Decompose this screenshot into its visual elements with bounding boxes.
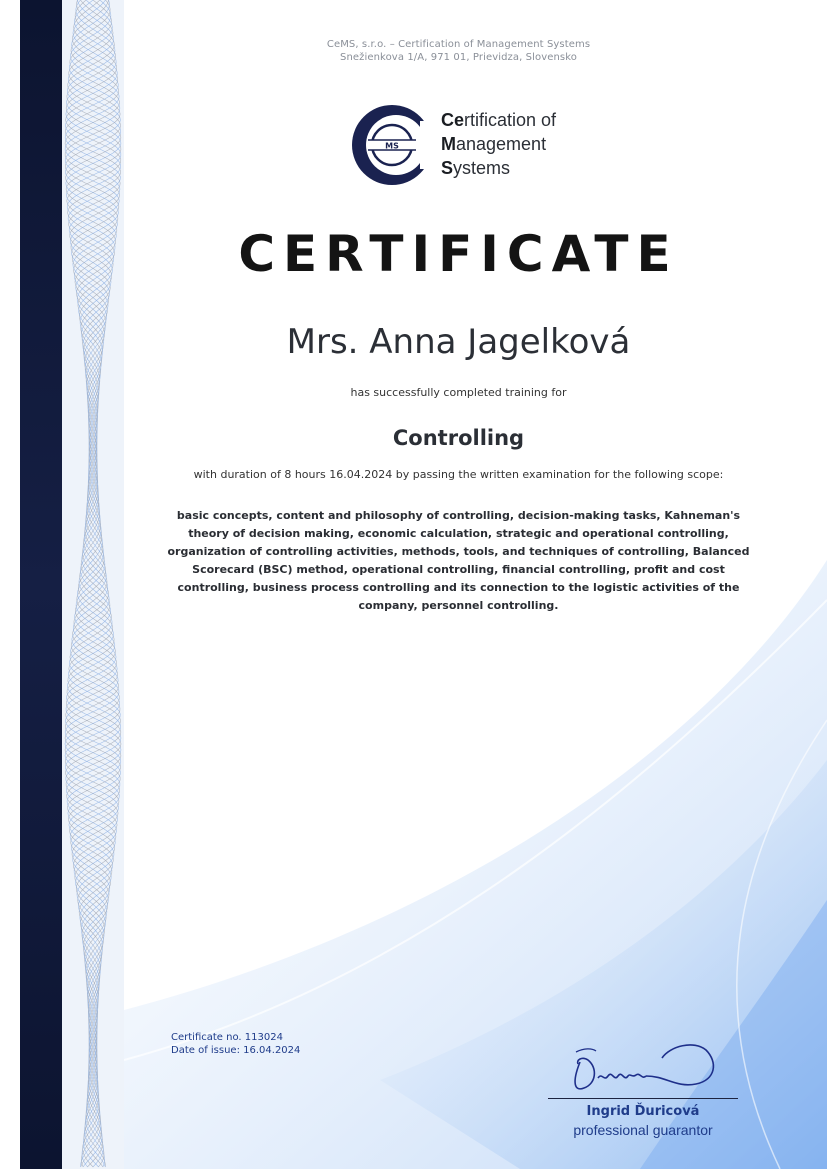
- guarantor-name: Ingrid Ďuricová: [586, 1104, 700, 1119]
- signature-line: [548, 1098, 738, 1099]
- issue-date: Date of issue: 16.04.2024: [171, 1045, 301, 1056]
- course-name: Controlling: [392, 426, 525, 450]
- left-dark-band: [20, 0, 62, 1169]
- certificate-title: CERTIFICATE: [238, 225, 679, 283]
- logo-line3-initial: S: [441, 158, 454, 178]
- issuer-address: Snežienkova 1/A, 971 01, Prievidza, Slovensko: [340, 52, 577, 63]
- logo-wordmark: [441, 108, 556, 180]
- completion-text: has successfully completed training for: [350, 386, 567, 399]
- handwritten-signature: [566, 1042, 726, 1100]
- issuer-name: CeMS, s.r.o. – Certification of Management Systems: [326, 39, 591, 50]
- training-scope: basic concepts, content and philosophy of controlling, decision-making tasks, Kahneman's theory of decision making, economic calculation, strategic and operational controlling, organization of controlling activities, methods, tools, and techniques of controlling, Balanced Scorecard (BSC) method, operational controlling, financial controlling, profit and cost controlling, business process controlling and its connection to the logistic activities of the company, personnel controlling.: [167, 509, 750, 612]
- guarantor-role: professional guarantor: [573, 1122, 713, 1138]
- certificate-number: Certificate no. 113024: [171, 1032, 283, 1043]
- recipient-name: Mrs. Anna Jagelková: [286, 322, 631, 362]
- logo-line3-rest: ystems: [453, 158, 511, 178]
- logo-line1-initial: Ce: [441, 110, 465, 130]
- duration-text: with duration of 8 hours 16.04.2024 by passing the written examination for the following scope:: [193, 468, 724, 481]
- logo-line2-rest: anagement: [456, 134, 547, 154]
- logo-emblem-text: MS: [385, 141, 399, 151]
- logo-line1-rest: rtification of: [464, 110, 557, 130]
- guilloche-border: [62, 0, 124, 1169]
- logo-line2-initial: M: [441, 134, 456, 154]
- cems-logo-emblem: [350, 103, 435, 188]
